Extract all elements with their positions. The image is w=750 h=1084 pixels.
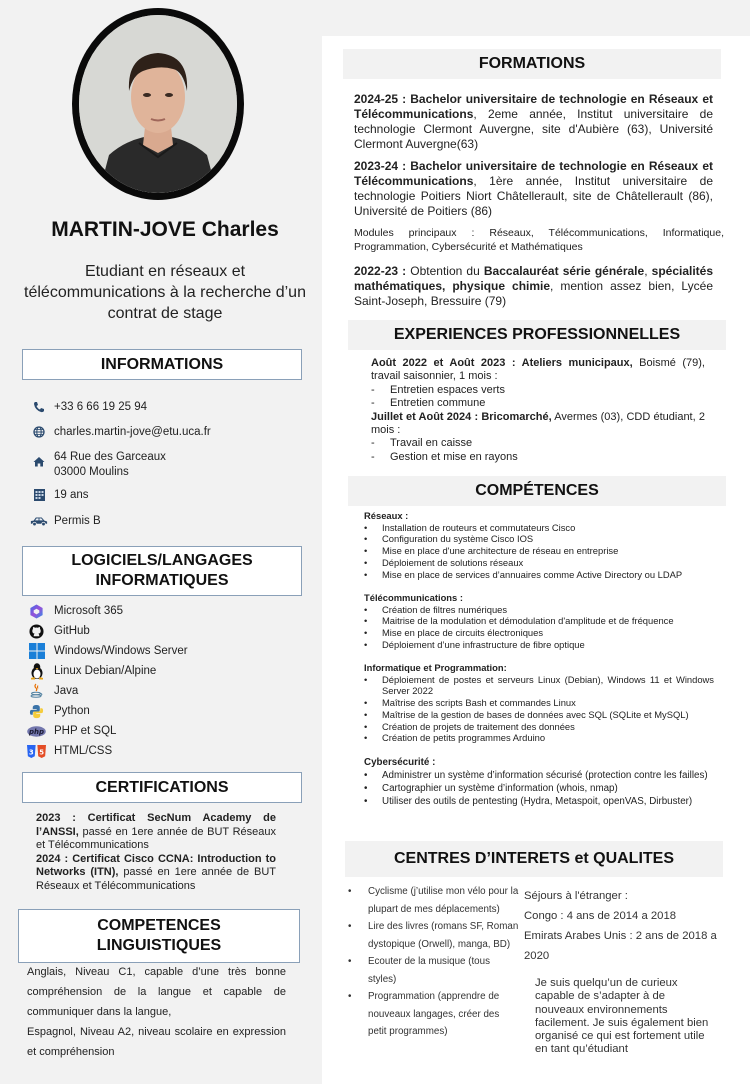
competence-category <box>364 662 714 744</box>
stays-abroad <box>524 886 744 966</box>
competence-text: Configuration du système Cisco IOS <box>382 533 534 545</box>
job-title: Août 2022 et Août 2023 : Ateliers municipaux, <box>371 357 633 369</box>
formation-detail: , 2eme année, Institut universitaire de technologie Clermont Auvergne, site d'Aubière (63), Université Clermont Auvergne(63) <box>354 107 713 151</box>
info-address <box>30 450 166 480</box>
competence-text: Cartographier un système d’information (whois, nmap) <box>382 783 618 794</box>
bullet-icon: • <box>364 673 368 685</box>
competence-item <box>364 615 714 627</box>
bullet-icon: • <box>364 638 368 650</box>
interest-item: • Ecouter de la musique (tous styles) <box>348 953 520 988</box>
software-label: HTML/CSS <box>54 745 113 757</box>
bullet-icon: • <box>364 545 368 557</box>
certifications-list <box>36 812 276 894</box>
bullet-icon: • <box>364 627 368 639</box>
info-email <box>30 425 211 440</box>
certification-item <box>36 853 276 894</box>
about-me: Je suis quelqu’un de curieux capable de s’adapter à de nouveaux environnements facilement. Je suis également bien organisé ce qui est fortement utile en tant qu’étudiant <box>535 977 709 1056</box>
job-task-text: Entretien commune <box>390 397 486 410</box>
email-address[interactable]: charles.martin-jove@etu.uca.fr <box>54 426 211 438</box>
microsoft365-icon <box>27 603 46 619</box>
competence-item <box>364 569 714 581</box>
stay-item: Congo : 4 ans de 2014 a 2018 <box>524 910 677 922</box>
software-item <box>27 623 90 639</box>
svg-text:3: 3 <box>28 748 34 757</box>
job-detail: Boismé (79), travail saisonnier, 1 mois : <box>371 357 705 383</box>
bullet-icon: • <box>364 533 368 545</box>
interest-text: Lire des livres (romans SF, Roman dystopique (Orwell), manga, BD) <box>368 921 519 950</box>
competence-item <box>364 709 714 721</box>
bac-text: , <box>644 264 652 278</box>
competence-text: Maîtrise des scripts Bash et commandes Linux <box>382 697 576 709</box>
language-item: Espagnol, Niveau A2, niveau scolaire en expression et compréhension <box>27 1026 286 1058</box>
software-label: Microsoft 365 <box>54 605 124 617</box>
job-task: - Gestion et mise en rayons <box>371 450 518 463</box>
bullet-icon: • <box>364 708 368 720</box>
competence-text: Utiliser des outils de pentesting (Hydra, Metaspoit, openVAS, Dirbuster) <box>382 796 693 807</box>
phone-number[interactable]: +33 6 66 19 25 94 <box>54 401 148 413</box>
software-title-line2: INFORMATIQUES <box>95 572 229 589</box>
competence-text: Mise en place de services d’annuaires comme Active Directory ou LDAP <box>382 568 683 580</box>
competence-item <box>364 795 714 808</box>
profile-tagline: Etudiant en réseaux et télécommunications à la recherche d’un contrat de stage <box>24 263 306 322</box>
stays-title: Séjours à l'étranger : <box>524 890 628 902</box>
software-label: Python <box>54 705 90 717</box>
competence-text: Mise en place d'une architecture de réseau en entreprise <box>382 545 619 557</box>
competence-category <box>364 592 714 651</box>
bullet-icon: • <box>364 783 368 794</box>
competence-item <box>364 782 714 795</box>
software-label: Windows/Windows Server <box>54 645 188 657</box>
svg-text:php: php <box>28 727 45 736</box>
competence-item <box>364 557 714 569</box>
bullet-icon: • <box>364 720 368 732</box>
competence-text: Maitrise de la modulation et démodulation d'amplitude et de fréquence <box>382 615 674 627</box>
svg-text:5: 5 <box>39 748 45 757</box>
python-icon <box>27 703 46 719</box>
bullet-icon: • <box>364 521 368 533</box>
bac-text: , mention assez bien, Lycée Saint-Joseph, Bressuire (79) <box>354 279 713 308</box>
bullet-icon: • <box>364 603 368 615</box>
competence-item <box>364 604 714 616</box>
address-street: 64 Rue des Garceaux <box>54 451 166 463</box>
software-item <box>27 683 78 699</box>
competence-category-title: Informatique et Programmation: <box>364 662 507 673</box>
formations-title: FORMATIONS <box>478 55 586 72</box>
job-task-text: Travail en caisse <box>390 437 473 450</box>
formation-detail: , 1ère année, Institut universitaire de technologie Poitiers Niort Châtellerault, site de Châtellerault (86), Université de Poitiers (86) <box>354 174 713 218</box>
competence-item <box>364 769 714 782</box>
languages-title-line1: COMPETENCES <box>97 917 221 934</box>
stay-item: Emirats Arabes Unis : 2 ans de 2018 a 2020 <box>524 930 717 962</box>
languages-heading <box>18 909 300 963</box>
info-license <box>30 514 101 529</box>
formation-item <box>354 92 713 152</box>
software-title-line1: LOGICIELS/LANGAGES <box>71 552 253 569</box>
address-city: 03000 Moulins <box>54 466 129 478</box>
interest-text: Cyclisme (j’utilise mon vélo pour la plupart de mes déplacements) <box>368 886 519 915</box>
certification-detail: passé en 1ere année de BUT Réseaux et Télécommunications <box>36 825 276 852</box>
competence-text: Création de petits programmes Arduino <box>382 732 546 744</box>
certification-item <box>36 812 276 853</box>
java-icon <box>27 683 46 699</box>
certifications-heading <box>22 772 302 803</box>
competence-category <box>364 756 714 808</box>
competence-category-title: Télécommunications : <box>364 592 463 603</box>
competence-category <box>364 510 714 580</box>
software-label: PHP et SQL <box>54 725 117 737</box>
competence-text: Déploiement de solutions réseaux <box>382 556 524 568</box>
php-icon <box>27 723 46 739</box>
job-title: Juillet et Août 2024 : Bricomarché, <box>371 410 552 423</box>
html-css-icon <box>27 743 46 759</box>
competences-title: COMPÉTENCES <box>475 482 599 499</box>
bac-year: 2022-23 : <box>354 264 407 278</box>
interests-title: CENTRES D’INTERETS et QUALITES <box>393 850 675 867</box>
competence-category-title: Réseaux : <box>364 510 409 521</box>
interest-item: • Cyclisme (j’utilise mon vélo pour la plupart de mes déplacements) <box>348 883 520 918</box>
interest-item: • Programmation (apprendre de nouveaux langages, créer des petit programmes) <box>348 988 520 1041</box>
languages-title-line2: LINGUISTIQUES <box>96 937 222 954</box>
bullet-icon: • <box>364 770 368 781</box>
bullet-icon: • <box>364 568 368 580</box>
profile-name: MARTIN-JOVE Charles <box>51 218 279 241</box>
profile-photo <box>72 8 244 200</box>
job-detail: Avermes (03), CDD étudiant, 2 mois : <box>371 410 705 437</box>
job-task: - Entretien espaces verts <box>371 383 505 396</box>
software-label: Java <box>54 685 79 697</box>
competence-item <box>364 721 714 733</box>
info-phone <box>30 400 147 415</box>
competence-text: Maîtrise de la gestion de bases de données avec SQL (SQLite et MySQL) <box>382 708 689 720</box>
interest-text: Programmation (apprendre de nouveaux langages, créer des petit programmes) <box>368 991 500 1037</box>
phone-icon <box>30 400 48 414</box>
competence-item <box>364 545 714 557</box>
competence-text: Déploiement de postes et serveurs Linux (Debian), Windows 11 et Windows Server 2022 <box>382 673 714 697</box>
software-item <box>27 723 116 739</box>
bullet-icon: • <box>364 732 368 744</box>
competence-text: Installation de routeurs et commutateurs Cisco <box>382 521 576 533</box>
age-value: 19 ans <box>54 489 89 501</box>
bac-text: Obtention du <box>406 264 484 278</box>
software-item <box>27 603 123 619</box>
interest-item: • Lire des livres (romans SF, Roman dystopique (Orwell), manga, BD) <box>348 918 520 953</box>
competence-category-title: Cybersécurité : <box>364 757 436 768</box>
bac-specialties: spécialités mathématiques, physique chimie <box>354 264 714 293</box>
globe-icon <box>30 425 48 439</box>
bac-diploma: Baccalauréat série générale <box>483 264 645 278</box>
competence-item <box>364 627 714 639</box>
job-task: - Entretien commune <box>371 397 486 410</box>
certification-title: 2024 : Certificat Cisco CCNA: Introduction to Networks (ITN), <box>36 852 276 879</box>
language-item: Anglais, Niveau C1, capable d’une très bonne compréhension de la langue et capable de communiquer dans la langue, <box>27 966 286 1018</box>
informations-heading <box>22 349 302 380</box>
competence-item <box>364 732 714 744</box>
bullet-icon: • <box>364 556 368 568</box>
software-item <box>27 743 112 759</box>
software-heading <box>22 546 302 596</box>
github-icon <box>27 623 46 639</box>
competence-text: Mise en place de circuits électroniques <box>382 627 544 639</box>
bullet-icon: • <box>364 697 368 709</box>
software-item <box>27 643 188 659</box>
competence-item <box>364 674 714 697</box>
experiences-list <box>371 357 705 464</box>
interests-heading <box>345 841 723 877</box>
languages-list <box>27 962 286 1062</box>
competence-item <box>364 533 714 545</box>
competence-text: Création de projets de traitement des données <box>382 720 575 732</box>
software-label: GitHub <box>54 625 90 637</box>
car-icon <box>30 514 48 528</box>
job-task-text: Gestion et mise en rayons <box>390 450 518 463</box>
competence-item <box>364 639 714 651</box>
certifications-title: CERTIFICATIONS <box>95 778 229 796</box>
info-age <box>30 488 89 503</box>
software-label: Linux Debian/Alpine <box>54 665 157 677</box>
windows-icon <box>27 643 46 659</box>
certification-title: 2023 : Certificat SecNum Academy de l’ANSSI, <box>36 812 276 838</box>
competence-text: Création de filtres numériques <box>382 603 508 615</box>
linux-icon <box>27 663 46 679</box>
software-item <box>27 663 156 679</box>
interests-list <box>348 883 520 1041</box>
job-task: - Travail en caisse <box>371 437 473 450</box>
formation-title: 2024-25 : Bachelor universitaire de technologie en Réseaux et Télécommunications <box>354 92 713 121</box>
competence-text: Administrer un système d’information sécurisé (protection contre les failles) <box>382 770 708 781</box>
informations-title: INFORMATIONS <box>100 355 224 373</box>
certification-detail: passé en 1ere année de BUT Réseaux et Télécommunications <box>36 866 276 892</box>
competence-item <box>364 522 714 534</box>
formation-item <box>354 159 713 219</box>
experiences-title: EXPERIENCES PROFESSIONNELLES <box>393 326 681 343</box>
job-task-text: Entretien espaces verts <box>390 383 505 396</box>
experiences-heading <box>348 320 726 350</box>
competence-text: Déploiement d’une infrastructure de fibre optique <box>382 638 585 650</box>
formations-heading <box>343 49 721 79</box>
software-item <box>27 703 90 719</box>
bullet-icon: • <box>364 796 368 807</box>
interest-text: Ecouter de la musique (tous styles) <box>368 956 490 985</box>
bullet-icon: • <box>364 615 368 627</box>
license-value: Permis B <box>54 515 101 527</box>
home-icon <box>30 454 48 468</box>
job-header <box>371 357 705 384</box>
competences-heading <box>348 476 726 506</box>
formation-bac <box>354 264 713 309</box>
calendar-icon <box>30 488 48 502</box>
competence-item <box>364 697 714 709</box>
formation-modules: Modules principaux : Réseaux, Télécommunications, Informatique, Programmation, Cybersécurité et Mathématiques <box>354 227 724 253</box>
formation-title: 2023-24 : Bachelor universitaire de technologie en Réseaux et Télécommunications <box>354 159 713 188</box>
job-header <box>371 411 705 438</box>
